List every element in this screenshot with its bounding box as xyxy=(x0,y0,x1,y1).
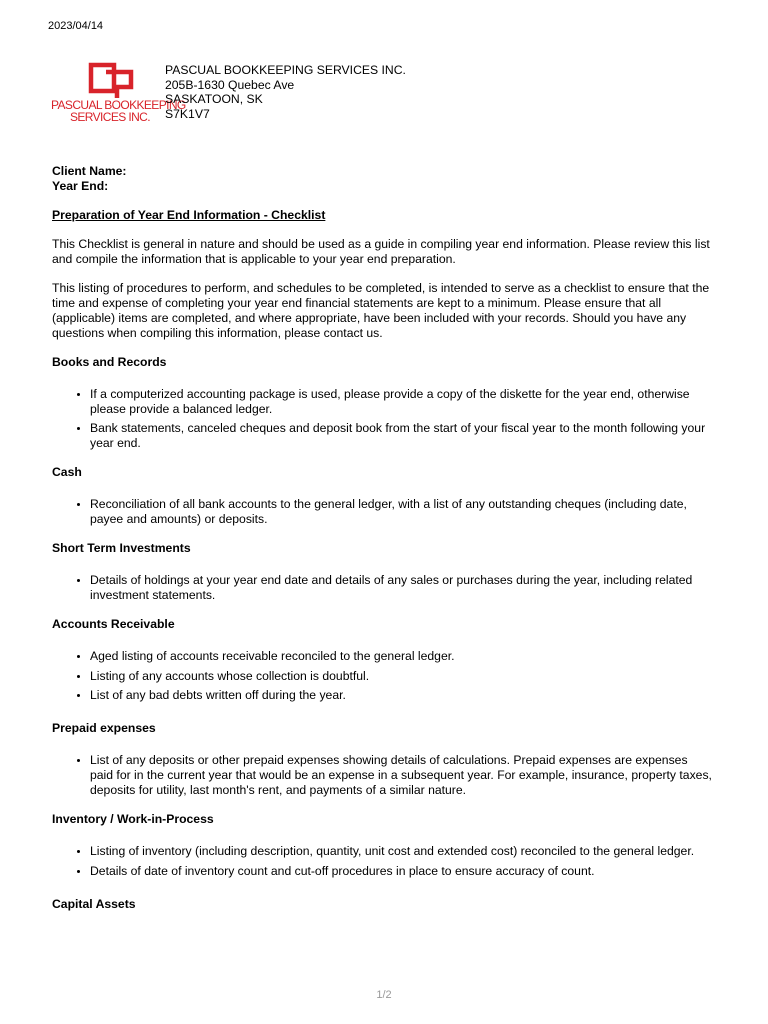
company-postal-code: S7K1V7 xyxy=(165,106,210,121)
client-info xyxy=(52,164,712,193)
section-heading-capital-assets: Capital Assets xyxy=(52,896,136,911)
print-date: 2023/04/14 xyxy=(48,20,104,32)
company-city: SASKATOON, SK xyxy=(165,92,263,106)
section-heading-short-term-investments: Short Term Investments xyxy=(52,541,191,555)
document-title: Preparation of Year End Information - Checklist xyxy=(52,208,326,222)
pb-monogram-icon xyxy=(51,62,169,100)
checklist-item: • Listing of inventory (including description, quantity, unit cost and extended cost) reconciled to the general ledger. xyxy=(90,844,712,859)
checklist-item: • List of any deposits or other prepaid expenses showing details of calculations. Prepaid expenses are expenses paid for in the current year that would be an expense in a subsequent year. For example, insurance, property taxes, deposits for utility, last month's rent, and payments of a similar nature. xyxy=(90,753,712,798)
checklist-accounts-receivable xyxy=(52,649,712,703)
section-heading-inventory-wip: Inventory / Work-in-Process xyxy=(52,812,214,826)
logo-text-line1: PASCUAL BOOKKEEPING xyxy=(51,98,186,112)
checklist-item: • Listing of any accounts whose collection is doubtful. xyxy=(90,669,712,684)
checklist-short-term-investments xyxy=(52,573,712,603)
section-heading-books-and-records: Books and Records xyxy=(52,355,167,369)
section-heading-prepaid-expenses: Prepaid expenses xyxy=(52,721,156,735)
intro-paragraph: This Checklist is general in nature and should be used as a guide in compiling year end information. Please review this list and compile the information that is applicable to your year end preparation. xyxy=(52,237,710,266)
company-name: PASCUAL BOOKKEEPING SERVICES INC. xyxy=(165,63,406,77)
checklist-item: • Details of date of inventory count and cut-off procedures in place to ensure accuracy of count. xyxy=(90,864,712,879)
logo-text-line2: SERVICES INC. xyxy=(69,110,150,124)
company-logo xyxy=(51,62,186,124)
checklist-item: • List of any bad debts written off during the year. xyxy=(90,688,712,703)
document-body xyxy=(52,164,712,929)
client-name-label: Client Name: xyxy=(52,164,127,178)
checklist-item: • Aged listing of accounts receivable reconciled to the general ledger. xyxy=(90,649,712,664)
checklist-item: • Reconciliation of all bank accounts to the general ledger, with a list of any outstanding cheques (including date, payee and amounts) or deposits. xyxy=(90,497,712,527)
page-indicator: 1/2 xyxy=(376,989,392,1001)
year-end-label: Year End: xyxy=(52,178,109,193)
company-address-block xyxy=(165,63,406,121)
checklist-cash xyxy=(52,497,712,527)
section-heading-accounts-receivable: Accounts Receivable xyxy=(52,617,175,631)
section-heading-cash: Cash xyxy=(52,465,82,479)
checklist-item: • Details of holdings at your year end date and details of any sales or purchases during the year, including related investment statements. xyxy=(90,573,712,603)
checklist-prepaid-expenses xyxy=(52,753,712,798)
company-address-line: 205B-1630 Quebec Ave xyxy=(165,77,295,92)
intro-paragraph: This listing of procedures to perform, and schedules to be completed, is intended to serve as a checklist to ensure that the time and expense of completing your year end financial statements are kept to a minimum. Please ensure that all (applicable) items are completed, and where appropriate, have been included with your records. Should you have any questions when compiling this information, please contact us. xyxy=(52,281,710,340)
checklist-item: • If a computerized accounting package is used, please provide a copy of the diskette for the year end, otherwise please provide a balanced ledger. xyxy=(90,387,712,417)
checklist-books-and-records xyxy=(52,387,712,451)
checklist-item: • Bank statements, canceled cheques and deposit book from the start of your fiscal year to the month following your year end. xyxy=(90,421,712,451)
checklist-inventory-wip xyxy=(52,844,712,879)
